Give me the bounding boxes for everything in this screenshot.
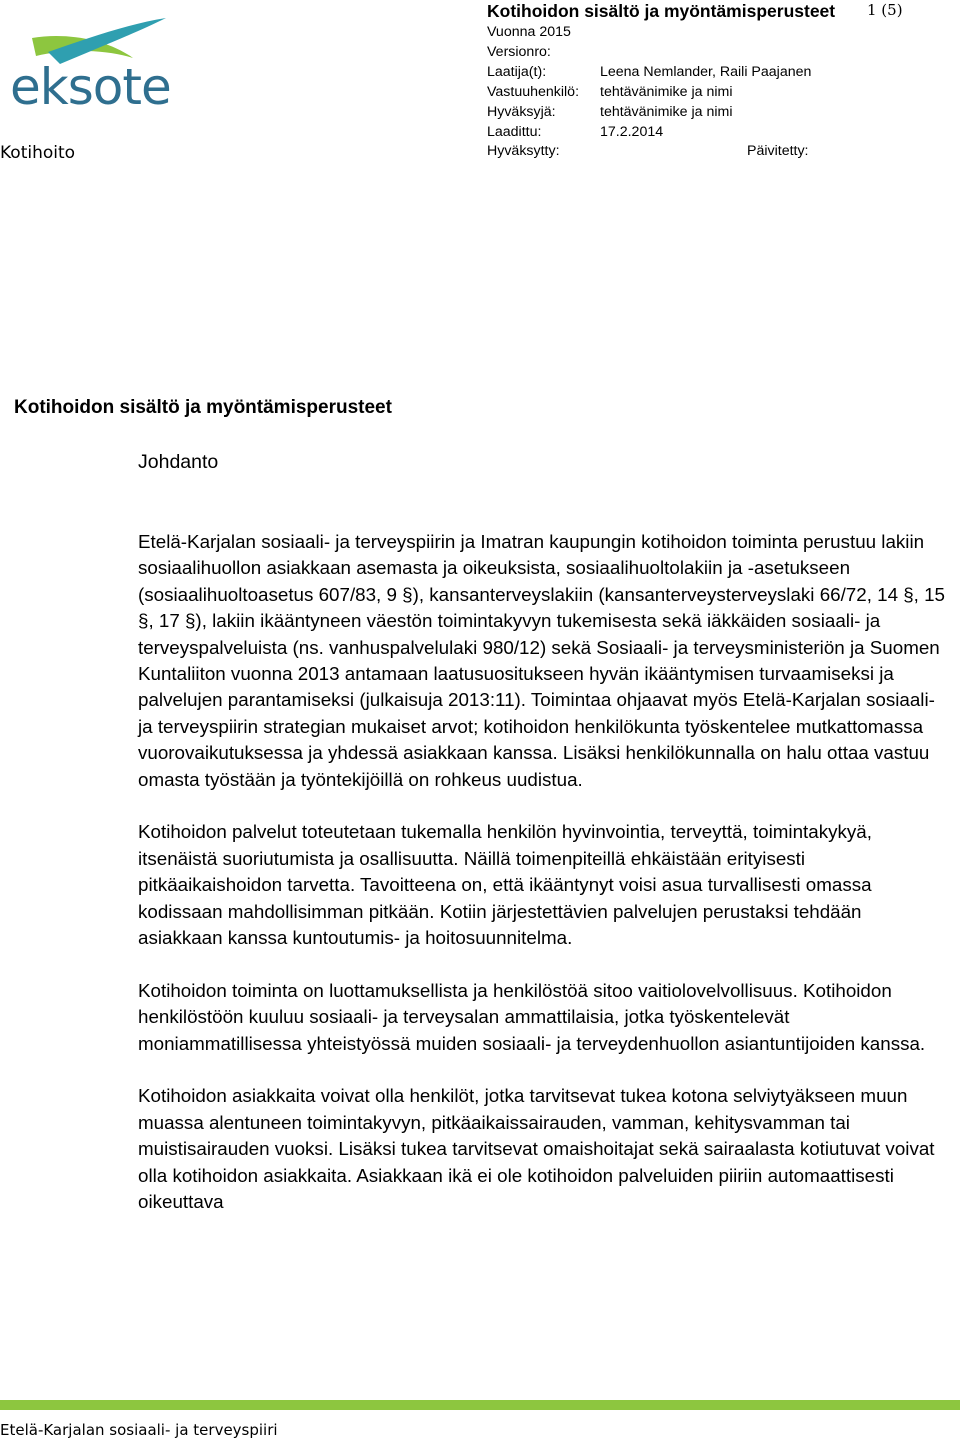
- meta-label: Laatija(t):: [487, 64, 547, 80]
- logo-text: eksote: [10, 58, 171, 116]
- meta-label: Versionro:: [487, 44, 551, 60]
- meta-value: tehtävänimike ja nimi: [600, 84, 733, 100]
- meta-value: 17.2.2014: [600, 124, 664, 140]
- footer-bar: [0, 1400, 960, 1410]
- footer-organization: Etelä-Karjalan sosiaali- ja terveyspiiri: [0, 1421, 278, 1439]
- updated-label: Päivitetty:: [747, 143, 809, 159]
- meta-label: Laadittu:: [487, 124, 542, 140]
- body-text: [138, 529, 950, 1242]
- meta-label: Hyväksyjä:: [487, 104, 556, 120]
- document-title: Kotihoidon sisältö ja myöntämisperusteet: [14, 397, 392, 418]
- approved-label: Hyväksytty:: [487, 143, 560, 159]
- paragraph: Kotihoidon asiakkaita voivat olla henkilöt, jotka tarvitsevat tukea kotona selviytyäkseen muun muassa alentuneen toimintakyvyn, pitkäaikaissairauden, vamman, kehitysvamman tai muistisairauden vuoksi. Lisäksi tukea tarvitsevat omaishoitajat sekä sairaalasta kotiutuvat voivat olla kotihoidon asiakkaita. Asiakkaan ikä ei ole kotihoidon palveluiden piiriin automaattisesti oikeuttava: [138, 1085, 935, 1213]
- paragraph: Kotihoidon palvelut toteutetaan tukemalla henkilön hyvinvointia, terveyttä, toimintakykyä, itsenäistä suoriutumista ja osallisuutta. Näillä toimenpiteillä ehkäistään erityisesti pitkäaikaishoidon tarvetta. Tavoitteena on, että ikääntynyt voisi asua turvallisesti omassa kodissaan mahdollisimman pitkään. Kotiin järjestettävien palvelujen perustaksi tehdään asiakkaan kanssa kuntoutumis- ja hoitosuunnitelma.: [138, 821, 872, 949]
- meta-label: Vuonna 2015: [487, 24, 571, 40]
- meta-value: tehtävänimike ja nimi: [600, 104, 733, 120]
- meta-value: Leena Nemlander, Raili Paajanen: [600, 64, 812, 80]
- department-label: Kotihoito: [0, 143, 76, 163]
- section-heading: Johdanto: [138, 451, 219, 473]
- page-number: 1 (5): [867, 1, 903, 19]
- paragraph: Kotihoidon toiminta on luottamuksellista ja henkilöstöä sitoo vaitiolovelvollisuus. Kotihoidon henkilöstöön kuuluu sosiaali- ja terveysalan ammattilaisia, jotka työskentelevät moniammatillisessa yhteistyössä muiden sosiaali- ja terveydenhuollon asiantuntijoiden kanssa.: [138, 979, 926, 1054]
- paragraph: Etelä-Karjalan sosiaali- ja terveyspiirin ja Imatran kaupungin kotihoidon toiminta perustuu lakiin sosiaalihuollon asiakkaan asemasta ja oikeuksista, sosiaalihuoltolakiin ja -asetukseen (sosiaalihuoltoasetus 607/83, 9 §), kansanterveyslakiin (kansanterveysterveyslaki 66/72, 14 §, 15 §, 17 §), lakiin ikääntyneen väestön toimintakyvyn tukemisesta sekä iäkkäiden sosiaali- ja terveyspalveluista (ns. vanhuspalvelulaki 980/12) sekä Sosiaali- ja terveysministeriön ja Suomen Kuntaliiton vuonna 2013 antamaan laatusuositukseen hyvän ikääntymisen turvaamiseksi ja palvelujen parantamiseksi (julkaisuja 2013:11). Toimintaa ohjaavat myös Etelä-Karjalan sosiaali- ja terveyspiirin strategian mukaiset arvot; kotihoidon henkilökunta työskentelee mutkattomassa vuorovaikutuksessa ja yhdessä asiakkaan kanssa. Lisäksi henkilökunnalla on halu ottaa vastuu omasta työstään ja työntekijöillä on rohkeus uudistua.: [138, 531, 946, 790]
- header-title: Kotihoidon sisältö ja myöntämisperusteet: [487, 1, 836, 21]
- meta-label: Vastuuhenkilö:: [487, 84, 580, 100]
